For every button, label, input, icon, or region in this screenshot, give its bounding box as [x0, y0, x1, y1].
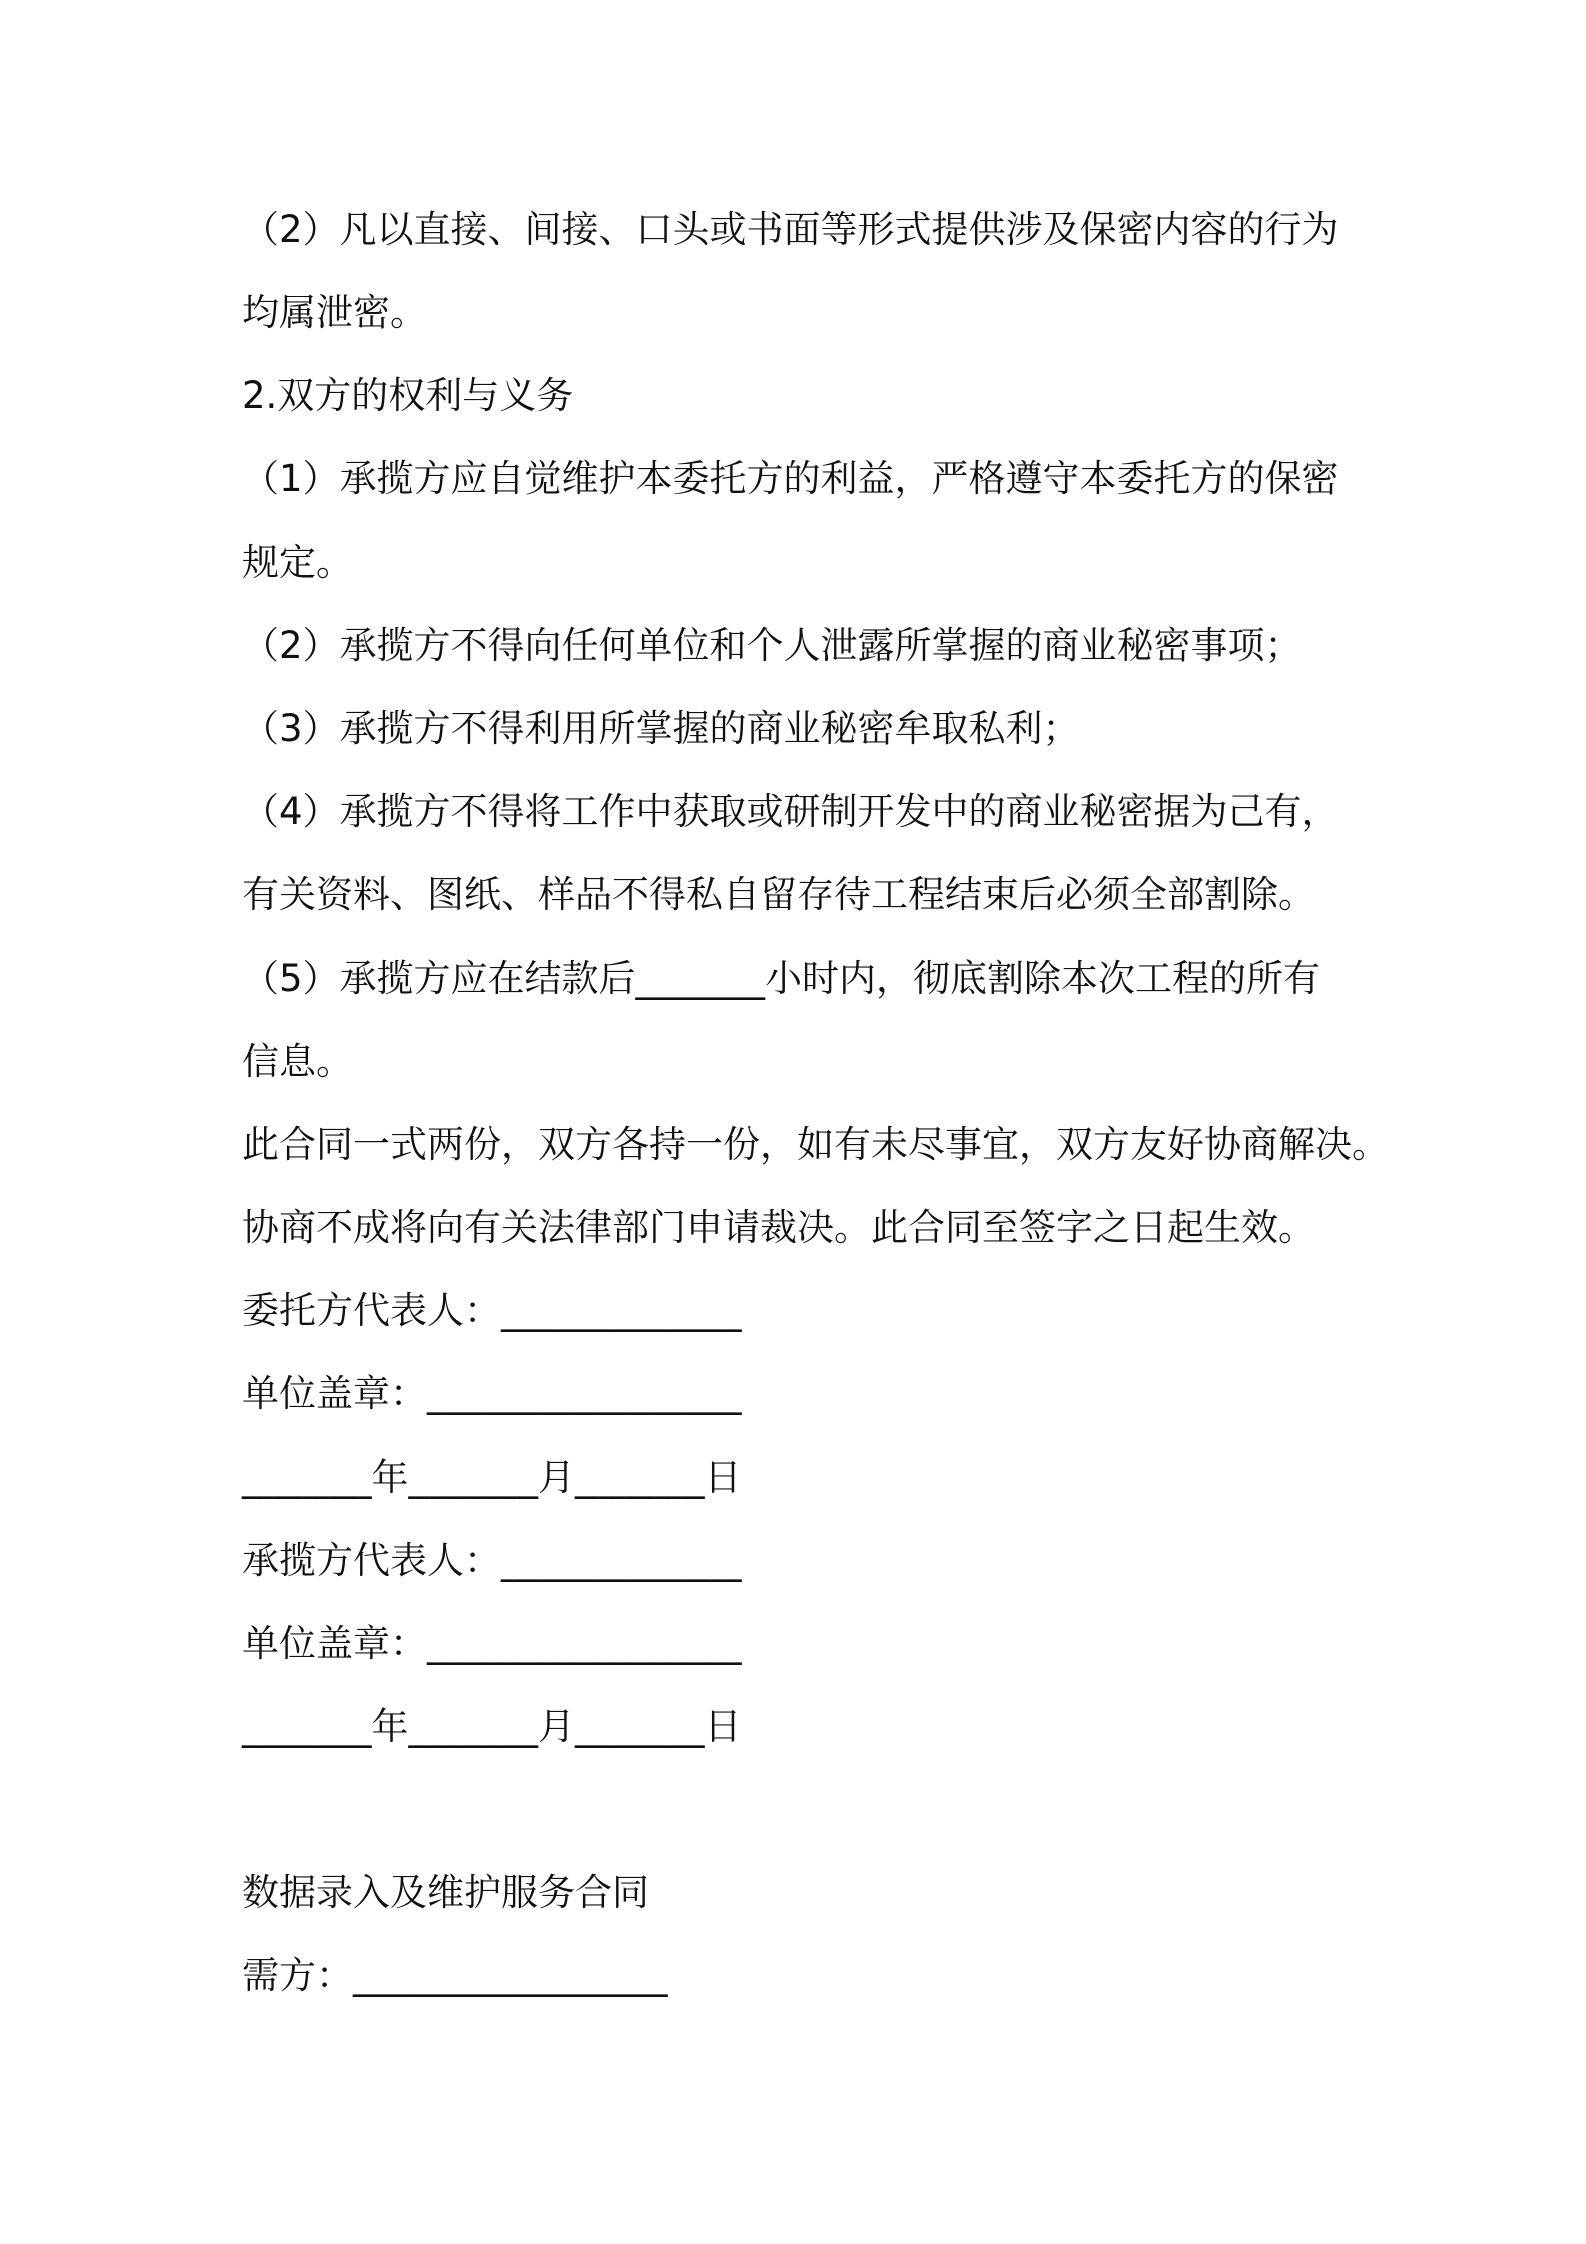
clause-1-line-1: （1）承揽方应自觉维护本委托方的利益，严格遵守本委托方的保密: [242, 457, 1339, 500]
clause-1-line-2: 规定。: [242, 541, 353, 584]
clause-2-2-line-1: （2）凡以直接、间接、口头或书面等形式提供涉及保密内容的行为: [242, 208, 1339, 251]
clause-5-line-2: 信息。: [242, 1040, 353, 1083]
clause-4-line-1: （4）承揽方不得将工作中获取或研制开发中的商业秘密据为己有，: [242, 790, 1339, 833]
clause-2-2-line-2: 均属泄密。: [242, 291, 427, 334]
closing-paragraph-line-1: 此合同一式两份，双方各持一份，如有未尽事宜，双方友好协商解决。: [242, 1123, 1389, 1166]
contractor-seal-field: 单位盖章：_________________: [242, 1622, 742, 1665]
contractor-representative-field: 承揽方代表人：_____________: [242, 1539, 742, 1582]
client-seal-field: 单位盖章：_________________: [242, 1372, 742, 1415]
client-date-field: _______年_______月_______日: [242, 1456, 742, 1499]
clause-4-line-2: 有关资料、图纸、样品不得私自留存待工程结束后必须全部割除。: [242, 873, 1315, 916]
clause-3-line: （3）承揽方不得利用所掌握的商业秘密牟取私利；: [242, 707, 1080, 750]
clause-5-line-1: （5）承揽方应在结款后_______小时内，彻底割除本次工程的所有: [242, 957, 1321, 1000]
demand-party-field: 需方：_________________: [242, 1954, 668, 1997]
next-contract-title: 数据录入及维护服务合同: [242, 1871, 649, 1914]
contractor-date-field: _______年_______月_______日: [242, 1705, 742, 1748]
clause-2-line: （2）承揽方不得向任何单位和个人泄露所掌握的商业秘密事项；: [242, 624, 1302, 667]
section-heading-rights-obligations: 2.双方的权利与义务: [242, 374, 574, 417]
client-representative-field: 委托方代表人：_____________: [242, 1289, 742, 1332]
closing-paragraph-line-2: 协商不成将向有关法律部门申请裁决。此合同至签字之日起生效。: [242, 1206, 1315, 1249]
